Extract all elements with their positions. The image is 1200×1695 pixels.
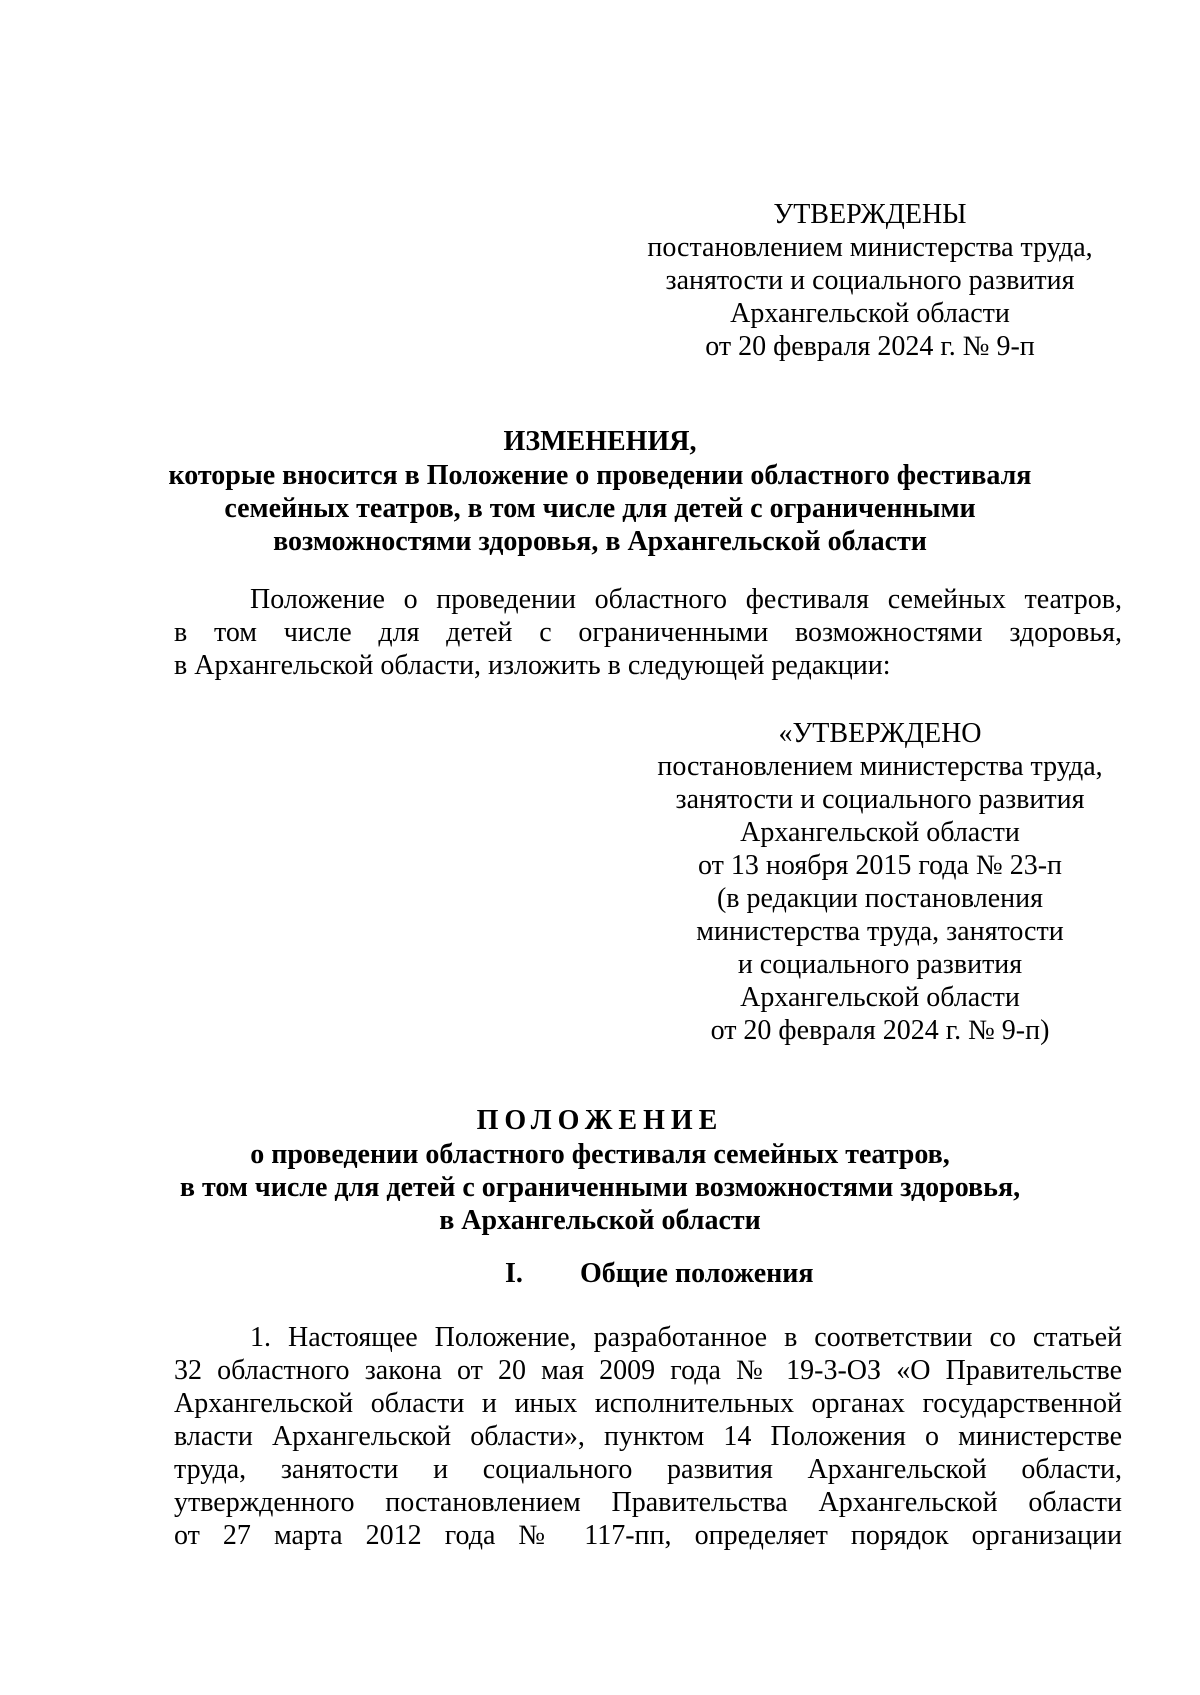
intro-paragraph bbox=[174, 583, 1122, 682]
approval-line: от 20 февраля 2024 г. № 9-п bbox=[705, 331, 1035, 362]
approval-line: от 20 февраля 2024 г. № 9-п) bbox=[710, 1015, 1050, 1046]
changes-title-line: которые вносится в Положение о проведении областного фестиваля bbox=[168, 460, 1032, 491]
position-heading bbox=[150, 1104, 1050, 1137]
section-heading bbox=[505, 1257, 814, 1290]
intro-line: в Архангельской области, изложить в следующей редакции: bbox=[174, 650, 891, 681]
approval-stamp bbox=[610, 198, 1130, 363]
approval-line: министерства труда, занятости bbox=[696, 916, 1064, 947]
intro-line: Положение о проведении областного фестиваля семейных театров, bbox=[250, 584, 1122, 615]
approval-line: Архангельской области bbox=[740, 982, 1020, 1013]
approval-line: постановлением министерства труда, bbox=[657, 751, 1103, 782]
position-heading-text: ПОЛОЖЕНИЕ bbox=[476, 1105, 724, 1136]
position-title-line: о проведении областного фестиваля семейных театров, bbox=[250, 1139, 950, 1170]
approval-line: Архангельской области bbox=[730, 298, 1010, 329]
approval-line: Архангельской области bbox=[740, 817, 1020, 848]
position-title-line: в Архангельской области bbox=[439, 1205, 761, 1236]
section-number: I. bbox=[505, 1258, 523, 1289]
position-title-line: в том числе для детей с ограниченными возможностями здоровья, bbox=[179, 1172, 1021, 1203]
changes-title bbox=[150, 459, 1050, 558]
position-title bbox=[150, 1138, 1050, 1237]
clause-line: утвержденного постановлением Правительства Архангельской области bbox=[174, 1487, 1122, 1518]
approval-line: постановлением министерства труда, bbox=[647, 232, 1093, 263]
clause-line: от 27 марта 2012 года № 117-пп, определяет порядок организации bbox=[174, 1520, 1122, 1551]
clause-paragraph bbox=[174, 1321, 1122, 1552]
section-title: Общие положения bbox=[580, 1258, 814, 1289]
approval-line: от 13 ноября 2015 года № 23-п bbox=[698, 850, 1062, 881]
clause-line: Архангельской области и иных исполнительных органах государственной bbox=[174, 1388, 1122, 1419]
clause-line: 1. Настоящее Положение, разработанное в соответствии со статьей bbox=[250, 1322, 1122, 1353]
approval-line: УТВЕРЖДЕНЫ bbox=[773, 199, 967, 230]
approval-line: занятости и социального развития bbox=[665, 265, 1075, 296]
changes-title-line: возможностями здоровья, в Архангельской области bbox=[273, 526, 927, 557]
changes-title-line: семейных театров, в том числе для детей с ограниченными bbox=[224, 493, 976, 524]
changes-heading-text: ИЗМЕНЕНИЯ, bbox=[503, 426, 697, 457]
approval-line: занятости и социального развития bbox=[675, 784, 1085, 815]
approval-line: (в редакции постановления bbox=[716, 883, 1044, 914]
approval-line: «УТВЕРЖДЕНО bbox=[778, 718, 982, 749]
clause-line: труда, занятости и социального развития Архангельской области, bbox=[174, 1454, 1122, 1485]
clause-line: 32 областного закона от 20 мая 2009 года № 19-3-ОЗ «О Правительстве bbox=[174, 1355, 1122, 1386]
approval-line: и социального развития bbox=[737, 949, 1023, 980]
intro-line: в том числе для детей с ограниченными возможностями здоровья, bbox=[174, 617, 1122, 648]
clause-line: власти Архангельской области», пунктом 14 Положения о министерстве bbox=[174, 1421, 1122, 1452]
changes-heading bbox=[150, 425, 1050, 458]
approval-stamp-quoted bbox=[620, 717, 1140, 1047]
